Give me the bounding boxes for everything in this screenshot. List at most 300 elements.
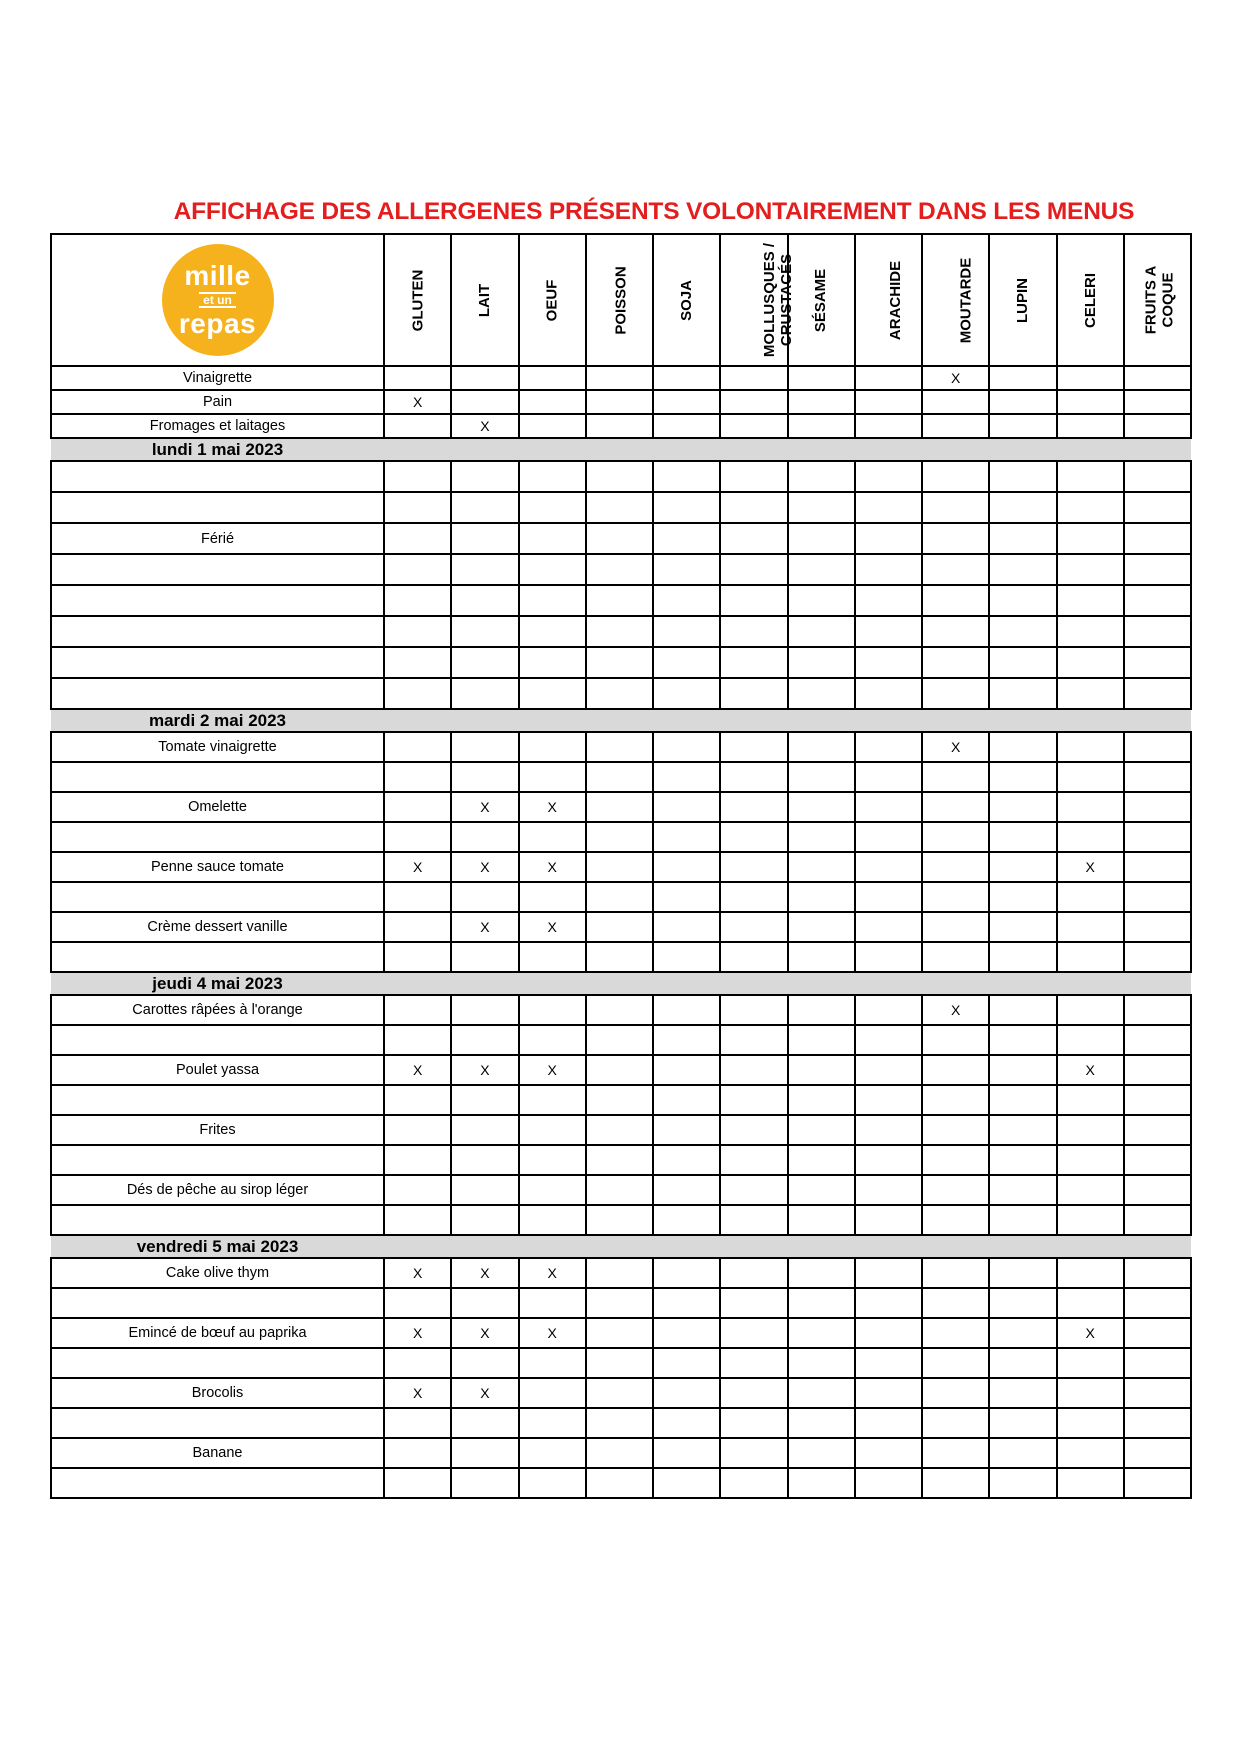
- allergen-mark: [451, 1025, 518, 1055]
- allergen-mark: [653, 942, 720, 972]
- allergen-mark: [586, 414, 653, 438]
- logo-cell: [51, 234, 384, 366]
- allergen-mark: [788, 523, 855, 554]
- allergen-mark: [855, 366, 922, 390]
- allergen-mark: [653, 1468, 720, 1498]
- allergen-mark: [451, 585, 518, 616]
- allergen-mark: [720, 585, 787, 616]
- allergen-mark: [922, 554, 989, 585]
- allergen-mark: [989, 1318, 1056, 1348]
- allergen-mark: [1057, 1175, 1124, 1205]
- dish-name: [51, 1468, 384, 1498]
- allergen-mark: [586, 492, 653, 523]
- allergen-mark: [720, 647, 787, 678]
- allergen-mark: [922, 1408, 989, 1438]
- allergen-mark: [922, 912, 989, 942]
- allergen-mark: [1057, 1378, 1124, 1408]
- allergen-mark: [653, 1025, 720, 1055]
- allergen-mark: [384, 492, 451, 523]
- allergen-mark: [451, 1468, 518, 1498]
- allergen-mark: [989, 1438, 1056, 1468]
- allergen-mark: [586, 1348, 653, 1378]
- allergen-mark: [855, 1258, 922, 1288]
- allergen-mark: [1057, 585, 1124, 616]
- allergen-mark: [1124, 995, 1191, 1025]
- allergen-mark: X: [384, 1258, 451, 1288]
- allergen-mark: [1124, 1318, 1191, 1348]
- allergen-header-5: [720, 234, 796, 366]
- company-logo: [162, 244, 274, 356]
- allergen-mark: [989, 1378, 1056, 1408]
- allergen-mark: [788, 942, 855, 972]
- allergen-mark: [653, 1288, 720, 1318]
- allergen-mark: [788, 1408, 855, 1438]
- dish-name: Frites: [51, 1115, 384, 1145]
- allergen-mark: [451, 732, 518, 762]
- allergen-mark: [1124, 523, 1191, 554]
- allergen-mark: [1057, 1115, 1124, 1145]
- allergen-mark: [1057, 1145, 1124, 1175]
- allergen-mark: [989, 1205, 1056, 1235]
- allergen-header-3: [586, 234, 653, 366]
- allergen-mark: [653, 1175, 720, 1205]
- allergen-mark: [451, 616, 518, 647]
- allergen-mark: [1124, 585, 1191, 616]
- allergen-mark: [1057, 762, 1124, 792]
- allergen-mark: [788, 792, 855, 822]
- allergen-mark: [788, 852, 855, 882]
- allergen-mark: [653, 1378, 720, 1408]
- allergen-table-container: [50, 233, 1190, 1499]
- allergen-mark: [720, 1438, 787, 1468]
- table-row: [51, 1378, 1191, 1408]
- table-row: [51, 523, 1191, 554]
- allergen-mark: [451, 554, 518, 585]
- allergen-mark: [586, 390, 653, 414]
- allergen-mark: [989, 1115, 1056, 1145]
- allergen-mark: [989, 1055, 1056, 1085]
- allergen-mark: [989, 366, 1056, 390]
- allergen-mark: [1057, 554, 1124, 585]
- allergen-mark: [653, 1408, 720, 1438]
- allergen-mark: [384, 585, 451, 616]
- dish-name: Brocolis: [51, 1378, 384, 1408]
- allergen-mark: [519, 1438, 586, 1468]
- allergen-label: [957, 257, 974, 343]
- dish-name: Penne sauce tomate: [51, 852, 384, 882]
- allergen-mark: [653, 822, 720, 852]
- allergen-mark: [519, 1288, 586, 1318]
- dish-name: [51, 1025, 384, 1055]
- allergen-header-2: [519, 234, 586, 366]
- allergen-mark: [586, 585, 653, 616]
- allergen-mark: [653, 461, 720, 492]
- allergen-header-0: [384, 234, 451, 366]
- table-row: [51, 995, 1191, 1025]
- allergen-mark: [855, 1115, 922, 1145]
- allergen-mark: [451, 1175, 518, 1205]
- allergen-mark: [451, 647, 518, 678]
- allergen-mark: [1124, 1055, 1191, 1085]
- allergen-mark: [586, 882, 653, 912]
- allergen-mark: [451, 882, 518, 912]
- table-row: [51, 1025, 1191, 1055]
- allergen-mark: [519, 1348, 586, 1378]
- allergen-mark: [384, 942, 451, 972]
- table-row: [51, 912, 1191, 942]
- allergen-label: [409, 269, 426, 331]
- allergen-mark: [788, 1318, 855, 1348]
- allergen-mark: [720, 1145, 787, 1175]
- allergen-mark: [989, 822, 1056, 852]
- allergen-mark: [855, 882, 922, 912]
- allergen-mark: [586, 852, 653, 882]
- table-row: [51, 882, 1191, 912]
- allergen-mark: [384, 554, 451, 585]
- allergen-mark: [653, 762, 720, 792]
- table-row: [51, 732, 1191, 762]
- dish-name: Vinaigrette: [51, 366, 384, 390]
- allergen-mark: [1124, 616, 1191, 647]
- allergen-mark: [586, 762, 653, 792]
- allergen-label-line: GLUTEN: [409, 269, 427, 331]
- allergen-label-line: POISSON: [612, 265, 630, 335]
- allergen-mark: [384, 762, 451, 792]
- allergen-mark: [1124, 1468, 1191, 1498]
- allergen-mark: [720, 1025, 787, 1055]
- allergen-label-line: CELERI: [1081, 272, 1099, 328]
- allergen-mark: [989, 942, 1056, 972]
- allergen-mark: [653, 523, 720, 554]
- allergen-mark: [653, 678, 720, 709]
- allergen-mark: [720, 1288, 787, 1318]
- allergen-mark: [384, 995, 451, 1025]
- table-row: [51, 1288, 1191, 1318]
- allergen-mark: [855, 912, 922, 942]
- allergen-mark: [586, 732, 653, 762]
- allergen-table-body: [51, 234, 1191, 1498]
- dish-name: [51, 762, 384, 792]
- allergen-label-line: MOLLUSQUES /: [761, 242, 779, 358]
- table-row: [51, 792, 1191, 822]
- allergen-mark: [451, 1408, 518, 1438]
- allergen-mark: [586, 1055, 653, 1085]
- allergen-mark: [384, 414, 451, 438]
- allergen-mark: [922, 762, 989, 792]
- allergen-mark: [1057, 1025, 1124, 1055]
- allergen-header-8: [922, 234, 989, 366]
- allergen-mark: [653, 1145, 720, 1175]
- allergen-mark: [519, 554, 586, 585]
- allergen-mark: [989, 1175, 1056, 1205]
- allergen-mark: [1057, 523, 1124, 554]
- allergen-mark: [451, 942, 518, 972]
- allergen-mark: [720, 414, 787, 438]
- allergen-mark: [586, 1318, 653, 1348]
- allergen-mark: [720, 523, 787, 554]
- allergen-mark: [788, 1055, 855, 1085]
- allergen-mark: [855, 1408, 922, 1438]
- allergen-mark: [586, 616, 653, 647]
- allergen-mark: [922, 1145, 989, 1175]
- allergen-mark: [720, 1408, 787, 1438]
- allergen-mark: [384, 616, 451, 647]
- allergen-mark: X: [1057, 1318, 1124, 1348]
- dish-name: Omelette: [51, 792, 384, 822]
- allergen-mark: [922, 1175, 989, 1205]
- allergen-mark: [720, 616, 787, 647]
- allergen-mark: [586, 942, 653, 972]
- allergen-mark: [922, 585, 989, 616]
- dish-name: Carottes râpées à l'orange: [51, 995, 384, 1025]
- allergen-mark: [384, 1145, 451, 1175]
- allergen-mark: [1124, 461, 1191, 492]
- day-label-fill: [384, 1235, 1191, 1258]
- allergen-mark: [384, 1408, 451, 1438]
- allergen-mark: [1124, 1115, 1191, 1145]
- allergen-mark: [989, 461, 1056, 492]
- allergen-mark: [855, 492, 922, 523]
- allergen-mark: X: [451, 912, 518, 942]
- allergen-mark: [922, 1205, 989, 1235]
- allergen-mark: [653, 616, 720, 647]
- allergen-mark: [788, 1115, 855, 1145]
- allergen-mark: [519, 732, 586, 762]
- allergen-mark: [586, 461, 653, 492]
- allergen-mark: [451, 492, 518, 523]
- allergen-label: [813, 268, 830, 331]
- allergen-header-6: [788, 234, 855, 366]
- allergen-mark: X: [384, 1055, 451, 1085]
- dish-name: Pain: [51, 390, 384, 414]
- allergen-mark: [720, 492, 787, 523]
- allergen-header-row: [51, 234, 1191, 366]
- allergen-mark: [922, 882, 989, 912]
- dish-name: Cake olive thym: [51, 1258, 384, 1288]
- allergen-mark: [922, 1025, 989, 1055]
- allergen-mark: [1057, 995, 1124, 1025]
- allergen-mark: [855, 585, 922, 616]
- allergen-mark: [653, 492, 720, 523]
- allergen-mark: X: [451, 1055, 518, 1085]
- allergen-mark: [519, 390, 586, 414]
- allergen-mark: [1057, 1288, 1124, 1318]
- allergen-mark: [519, 1115, 586, 1145]
- allergen-mark: [922, 1288, 989, 1318]
- allergen-mark: X: [451, 1258, 518, 1288]
- allergen-mark: [1124, 942, 1191, 972]
- allergen-mark: [720, 1348, 787, 1378]
- allergen-mark: [451, 1085, 518, 1115]
- allergen-mark: [720, 1468, 787, 1498]
- table-row: [51, 1055, 1191, 1085]
- allergen-mark: X: [451, 792, 518, 822]
- allergen-mark: [1124, 1175, 1191, 1205]
- dish-name: [51, 554, 384, 585]
- allergen-mark: [451, 461, 518, 492]
- allergen-mark: [788, 414, 855, 438]
- allergen-mark: [1057, 732, 1124, 762]
- allergen-mark: [720, 1115, 787, 1145]
- allergen-mark: [519, 762, 586, 792]
- allergen-mark: [519, 1145, 586, 1175]
- table-row: [51, 390, 1191, 414]
- allergen-mark: [519, 414, 586, 438]
- allergen-mark: [922, 492, 989, 523]
- allergen-mark: X: [384, 852, 451, 882]
- table-row: [51, 852, 1191, 882]
- allergen-mark: [586, 1438, 653, 1468]
- day-label: mardi 2 mai 2023: [51, 709, 384, 732]
- table-row: [51, 1145, 1191, 1175]
- allergen-mark: [720, 554, 787, 585]
- allergen-mark: [519, 1468, 586, 1498]
- table-row: [51, 1115, 1191, 1145]
- allergen-mark: [720, 942, 787, 972]
- allergen-mark: [653, 647, 720, 678]
- allergen-mark: [922, 461, 989, 492]
- allergen-mark: [384, 1115, 451, 1145]
- allergen-mark: [989, 912, 1056, 942]
- allergen-mark: [586, 1175, 653, 1205]
- allergen-mark: X: [384, 390, 451, 414]
- allergen-mark: [720, 1205, 787, 1235]
- allergen-mark: [586, 1025, 653, 1055]
- allergen-mark: [384, 1468, 451, 1498]
- allergen-mark: [1124, 822, 1191, 852]
- allergen-header-11: [1124, 234, 1191, 366]
- allergen-mark: [653, 912, 720, 942]
- allergen-mark: [519, 882, 586, 912]
- allergen-mark: X: [519, 852, 586, 882]
- allergen-mark: [519, 1175, 586, 1205]
- allergen-header-7: [855, 234, 922, 366]
- allergen-mark: [653, 732, 720, 762]
- allergen-mark: [586, 1408, 653, 1438]
- allergen-mark: [989, 1348, 1056, 1378]
- allergen-mark: [788, 1348, 855, 1378]
- allergen-mark: [519, 1085, 586, 1115]
- dish-name: Poulet yassa: [51, 1055, 384, 1085]
- allergen-mark: [855, 995, 922, 1025]
- allergen-mark: [788, 762, 855, 792]
- allergen-mark: [720, 852, 787, 882]
- allergen-mark: [1124, 1258, 1191, 1288]
- allergen-mark: [1057, 678, 1124, 709]
- allergen-mark: [922, 1258, 989, 1288]
- allergen-mark: [788, 1175, 855, 1205]
- allergen-mark: [519, 647, 586, 678]
- allergen-mark: [586, 1258, 653, 1288]
- allergen-mark: [855, 647, 922, 678]
- allergen-label-line: SOJA: [678, 279, 696, 321]
- table-row: [51, 647, 1191, 678]
- allergen-label-line: SÉSAME: [812, 268, 830, 332]
- allergen-mark: X: [451, 1318, 518, 1348]
- allergen-mark: [384, 1175, 451, 1205]
- allergen-mark: [922, 647, 989, 678]
- table-row: [51, 1408, 1191, 1438]
- allergen-mark: X: [519, 1258, 586, 1288]
- allergen-mark: [989, 732, 1056, 762]
- allergen-label-line: LUPIN: [1014, 277, 1032, 323]
- allergen-mark: [720, 1085, 787, 1115]
- allergen-label: [612, 266, 629, 334]
- allergen-label-line: LAIT: [476, 283, 494, 317]
- allergen-mark: [922, 942, 989, 972]
- allergen-mark: [1057, 792, 1124, 822]
- allergen-mark: [1124, 414, 1191, 438]
- dish-name: [51, 678, 384, 709]
- allergen-mark: [788, 1085, 855, 1115]
- allergen-mark: [720, 678, 787, 709]
- allergen-mark: [1057, 492, 1124, 523]
- allergen-label-line: OEUF: [543, 279, 561, 321]
- allergen-mark: [788, 1025, 855, 1055]
- dish-name: [51, 461, 384, 492]
- allergen-mark: [384, 1348, 451, 1378]
- allergen-mark: [1124, 1348, 1191, 1378]
- allergen-mark: [451, 366, 518, 390]
- allergen-mark: [519, 1408, 586, 1438]
- day-header-row: [51, 438, 1191, 461]
- allergen-mark: [1057, 1348, 1124, 1378]
- allergen-label: [544, 279, 561, 321]
- allergen-label: [1082, 272, 1099, 327]
- logo-text-line3: repas: [178, 308, 257, 339]
- day-header-row: [51, 709, 1191, 732]
- allergen-mark: [1057, 1468, 1124, 1498]
- allergen-mark: [855, 414, 922, 438]
- allergen-mark: [989, 852, 1056, 882]
- allergen-mark: [922, 822, 989, 852]
- allergen-mark: [384, 1205, 451, 1235]
- allergen-mark: [855, 762, 922, 792]
- allergen-header-10: [1057, 234, 1124, 366]
- allergen-mark: [653, 414, 720, 438]
- allergen-label: [1014, 278, 1031, 323]
- allergen-mark: [788, 366, 855, 390]
- dish-name: [51, 882, 384, 912]
- allergen-mark: [855, 732, 922, 762]
- allergen-mark: X: [519, 1318, 586, 1348]
- allergen-mark: [788, 882, 855, 912]
- allergen-mark: [855, 1175, 922, 1205]
- allergen-mark: [855, 1348, 922, 1378]
- allergen-mark: [519, 1205, 586, 1235]
- day-header-row: [51, 972, 1191, 995]
- logo-text-line2: et un: [199, 292, 236, 308]
- allergen-mark: [451, 1348, 518, 1378]
- allergen-mark: [1057, 1438, 1124, 1468]
- allergen-label-line: ARACHIDE: [886, 260, 904, 340]
- allergen-mark: [989, 1145, 1056, 1175]
- allergen-mark: [586, 995, 653, 1025]
- allergen-mark: [519, 492, 586, 523]
- dish-name: Emincé de bœuf au paprika: [51, 1318, 384, 1348]
- allergen-mark: [922, 1438, 989, 1468]
- allergen-mark: [720, 1055, 787, 1085]
- allergen-mark: [519, 366, 586, 390]
- allergen-mark: X: [451, 1378, 518, 1408]
- allergen-mark: [720, 1175, 787, 1205]
- day-header-row: [51, 1235, 1191, 1258]
- table-row: [51, 492, 1191, 523]
- allergen-mark: [653, 1348, 720, 1378]
- allergen-mark: [1057, 1258, 1124, 1288]
- allergen-mark: [788, 492, 855, 523]
- table-row: [51, 1175, 1191, 1205]
